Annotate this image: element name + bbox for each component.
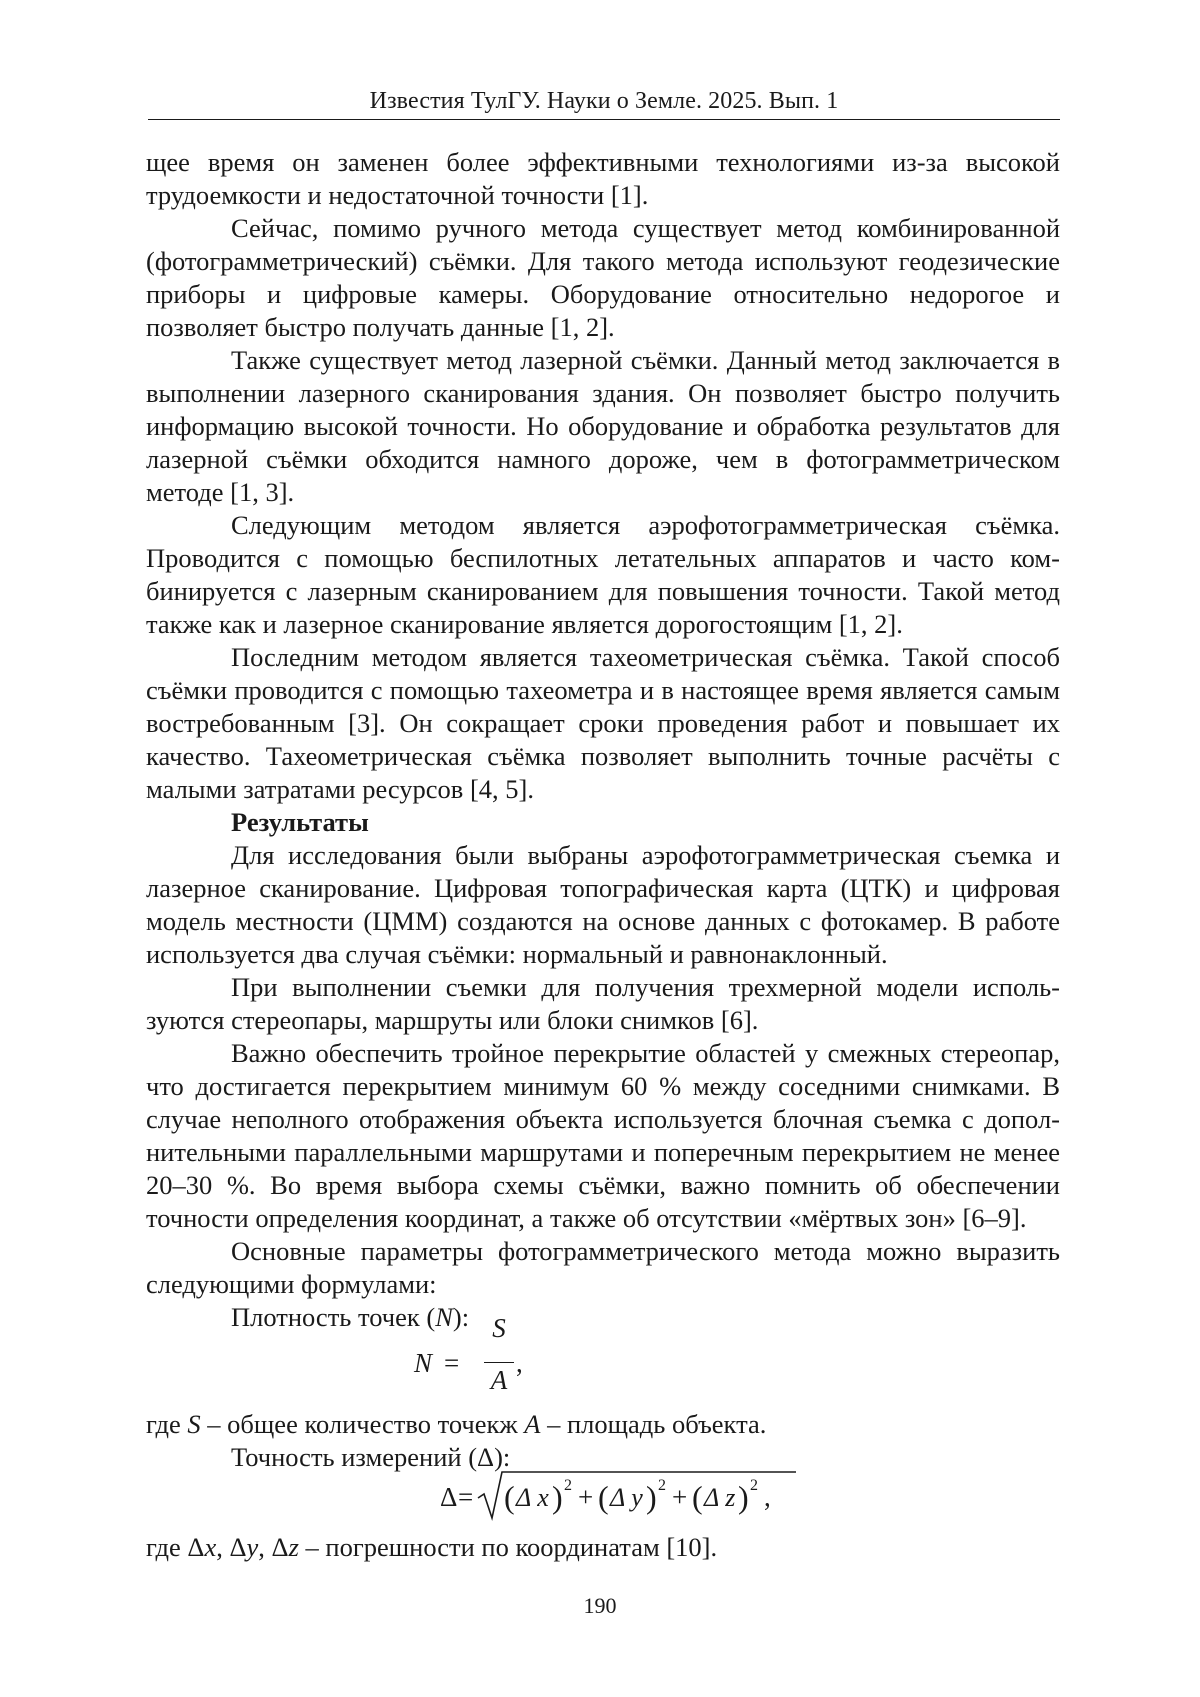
plus-2: +: [672, 1482, 688, 1512]
running-header: Известия ТулГУ. Науки о Земле. 2025. Вып. 1: [369, 88, 839, 114]
exp-x: 2: [564, 1477, 572, 1494]
exp-z: 2: [750, 1477, 758, 1494]
paragraph-laser-method: Также существует метод лазерной съёмки. Данный метод заключается в выполнении лазерного сканирования здания. Он позволяет быстро получить информацию высокой точности. Но оборудование и обработка результатов для лазерной съёмки обходится намного дороже, чем в фотограмметрическом методе [1, 3].: [146, 345, 1060, 507]
paragraph-continuation: щее время он заменен более эффективными технологиями из-за высокой трудоемкости и недостаточной точности [1].: [146, 147, 1060, 210]
main-text: [146, 146, 1060, 1334]
section-heading-results: Результаты: [231, 807, 369, 837]
fraction-bar: [484, 1362, 514, 1363]
accuracy-formula: [440, 1468, 800, 1528]
paren-open-x: (: [504, 1479, 515, 1515]
term-delta-z: Δ z: [704, 1483, 736, 1512]
density-label: Плотность точек (N):: [231, 1302, 470, 1332]
term-delta-x: Δ x: [516, 1483, 549, 1512]
formula-lhs-n: N: [414, 1348, 433, 1378]
paragraph-combined-method: Сейчас, помимо ручного метода существует метод комбинированной (фотограмметрический) съёмки. Для такого метода используют геодезические приборы и цифровые камеры. Оборудование относительно недорогое и позволяет быстро получать данные [1, 2].: [146, 213, 1060, 342]
formula-equals: =: [444, 1348, 460, 1378]
paragraph-results-2: При выполнении съемки для получения трехмерной модели используются стереопары, маршруты или блоки снимков [6].: [146, 972, 1060, 1035]
accuracy-where: где Δx, Δy, Δz – погрешности по координатам [10].: [146, 1532, 718, 1562]
header-rule: [148, 119, 1060, 120]
exp-y: 2: [658, 1477, 666, 1494]
density-where: где S – общее количество точекж A – площадь объекта.: [146, 1409, 767, 1439]
paragraph-results-1: Для исследования были выбраны аэрофотограмметрическая съемка и лазерное сканирование. Цифровая топографическая карта (ЦТК) и цифровая модель местности (ЦММ) создаются на основе данных с фотокамер. В работе используется два случая съёмки: нормальный и равнонаклонный.: [146, 840, 1060, 969]
formula-equals: =: [458, 1482, 474, 1512]
paragraph-tacheometric-method: Последним методом является тахеометрическая съёмка. Такой способ съёмки проводится с помощью тахеометра и в настоящее время является самым востребованным [3]. Он сокращает сроки проведения работ и повышает их качество. Тахеометрическая съёмка позволяет выполнить точные расчёты с малыми затратами ресурсов [4, 5].: [146, 642, 1060, 804]
paragraph-aerial-method: Следующим методом является аэрофотограмметрическая съёмка. Проводится с помощью беспилотных летательных аппаратов и часто комбинируется с лазерным сканированием для повышения точности. Такой метод также как и лазерное сканирование является дорогостоящим [1, 2].: [146, 510, 1060, 639]
formula-denominator-a: A: [490, 1365, 508, 1395]
formula-lhs-delta: Δ: [440, 1482, 458, 1512]
paragraph-results-4: Основные параметры фотограмметрического метода можно выразить следующими формулами:: [146, 1236, 1060, 1299]
paren-close-y: ): [646, 1479, 657, 1515]
accuracy-label: Точность измерений (Δ):: [231, 1442, 511, 1472]
paren-open-z: (: [692, 1479, 703, 1515]
density-formula: [414, 1313, 614, 1408]
plus-1: +: [578, 1482, 594, 1512]
term-delta-y: Δ y: [610, 1483, 643, 1512]
paren-close-z: ): [738, 1479, 749, 1515]
formula-comma: ,: [516, 1348, 523, 1378]
paragraph-results-3: Важно обеспечить тройное перекрытие областей у смежных стереопар, что достигается перекрытием минимум 60 % между соседними снимками. В случае неполного отображения объекта используется блочная съемка с дополнительными параллельными маршрутами и поперечным перекрытием не менее 20–30 %. Во время выбора схемы съёмки, важно помнить об обеспечении точности определения координат, а также об отсутствии «мёртвых зон» [6–9].: [146, 1038, 1060, 1233]
paren-open-y: (: [598, 1479, 609, 1515]
formula-comma: ,: [764, 1482, 771, 1512]
paren-close-x: ): [552, 1479, 563, 1515]
page-number: 190: [583, 1593, 617, 1618]
formula-numerator-s: S: [492, 1313, 506, 1343]
